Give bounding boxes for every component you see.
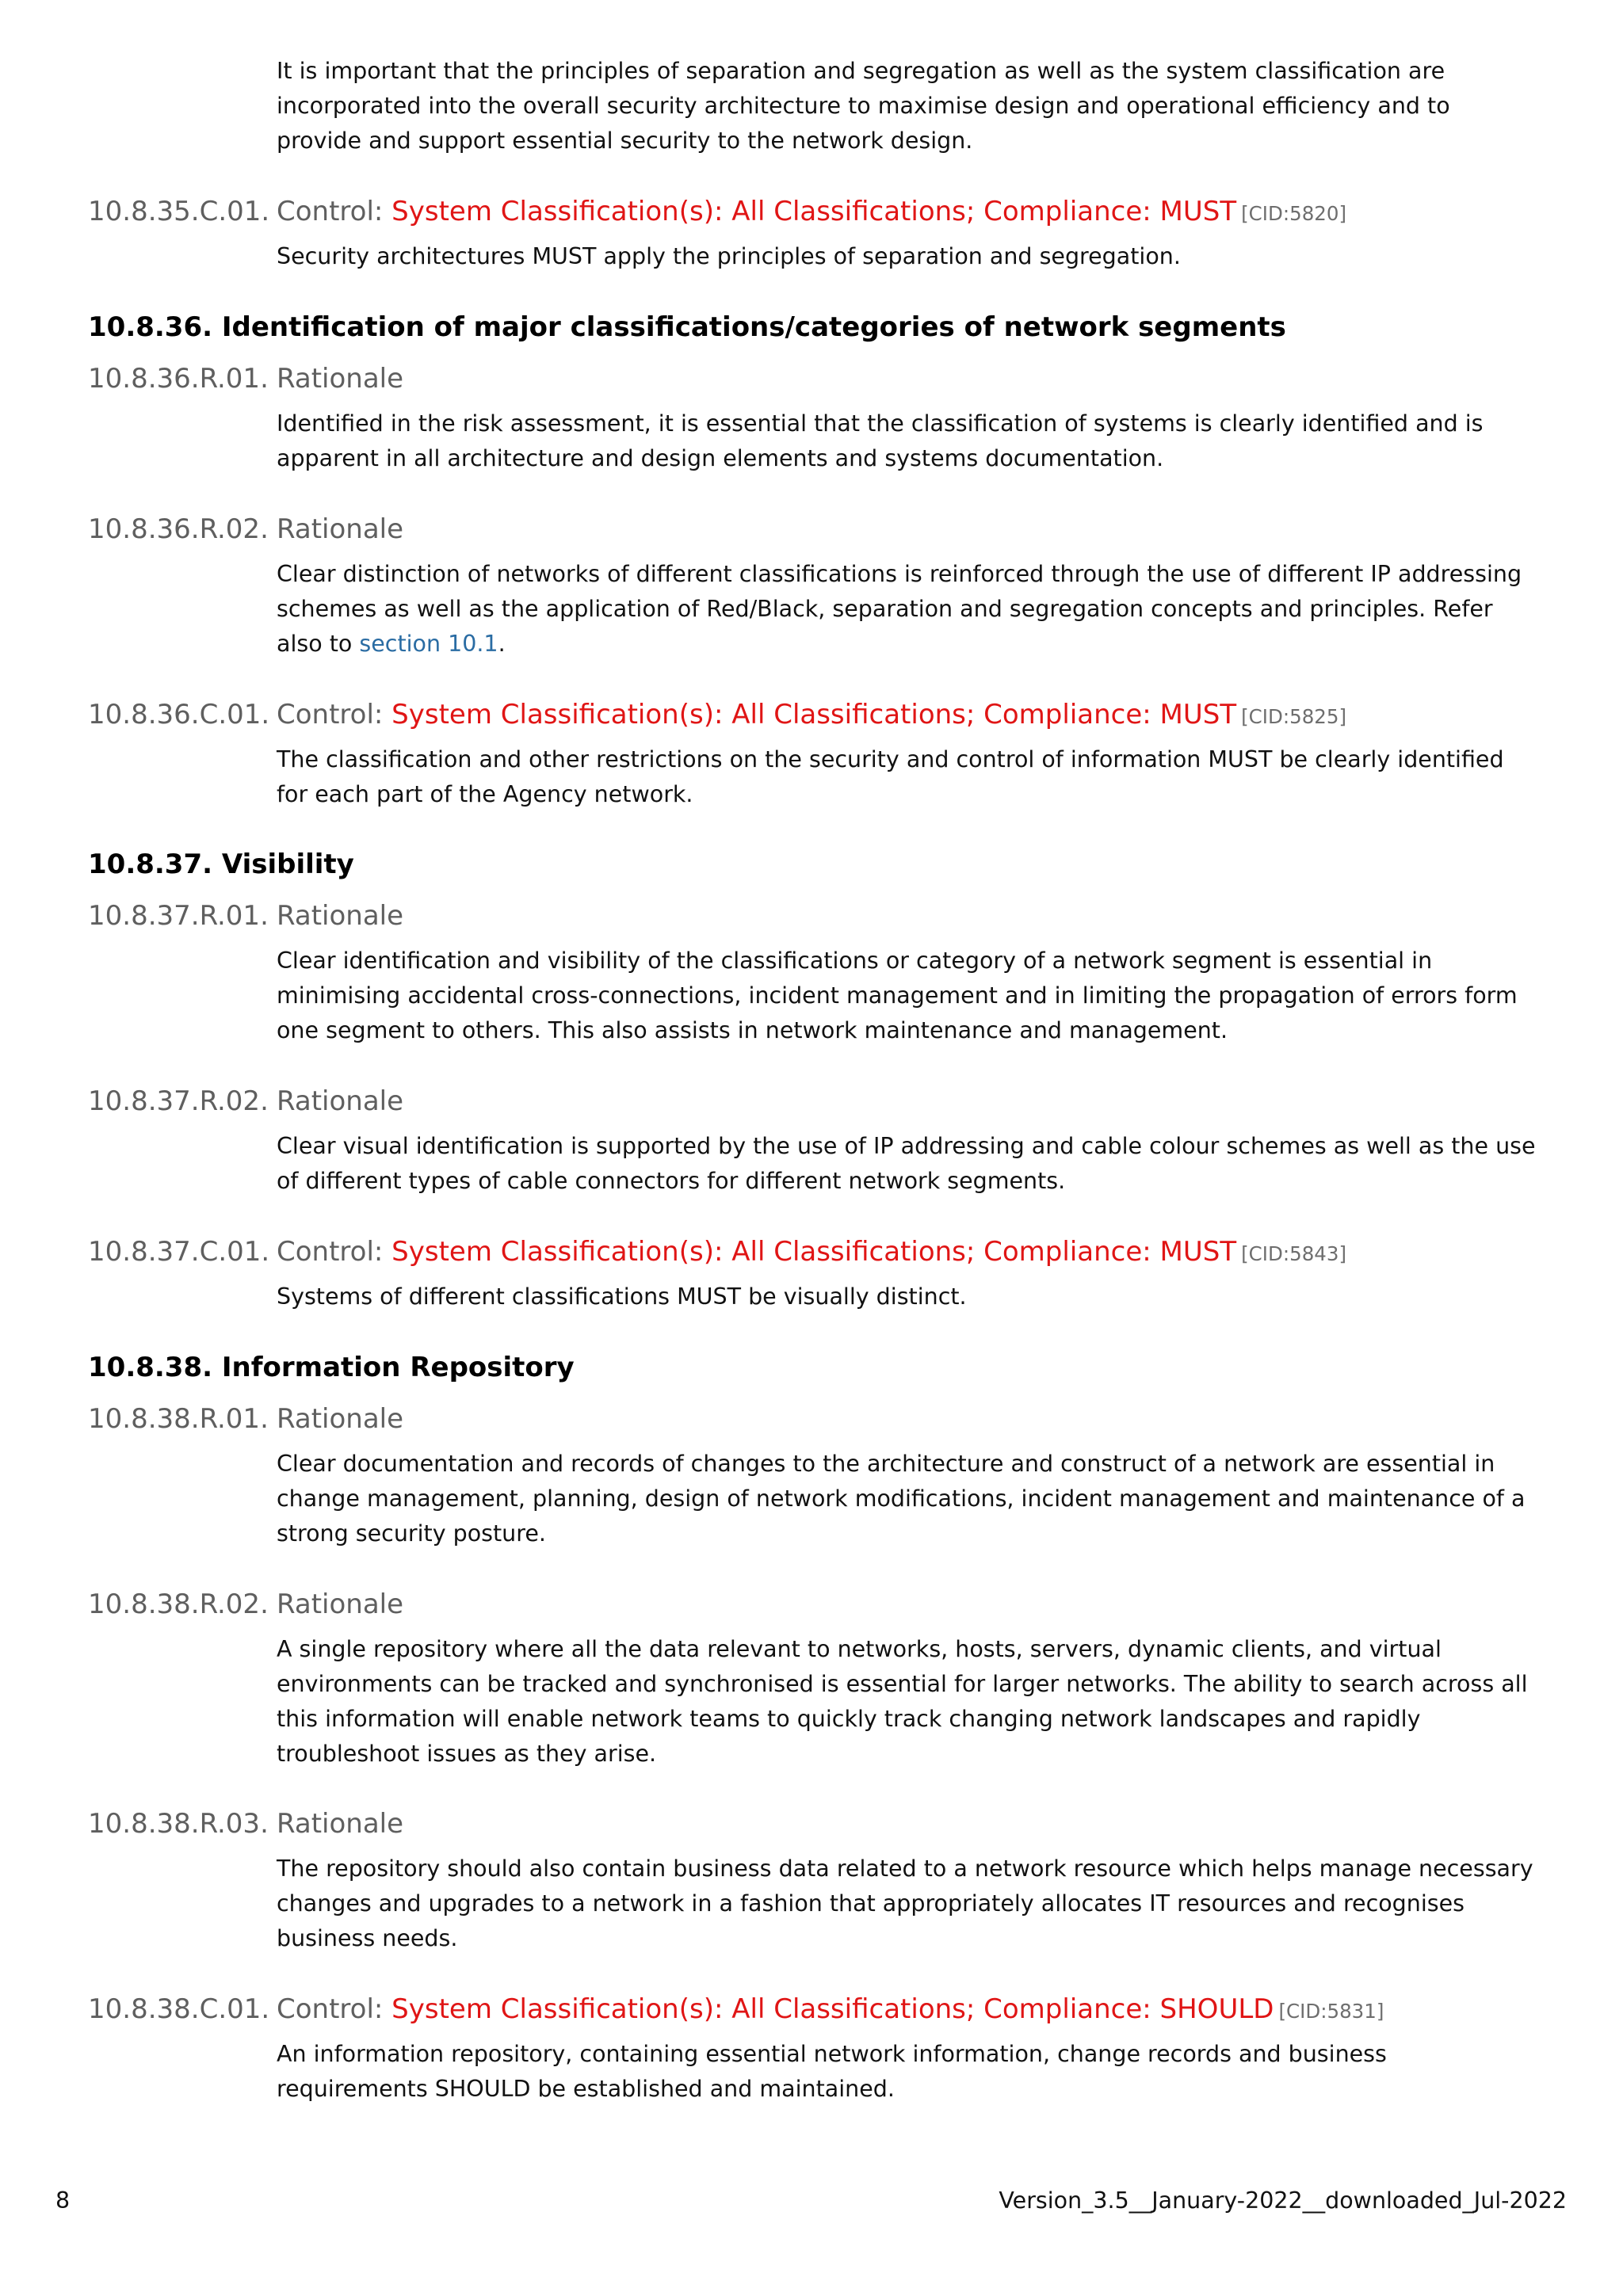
rationale-text-end: . bbox=[498, 631, 506, 657]
rationale-title: Rationale bbox=[277, 900, 404, 932]
rationale-text bbox=[277, 557, 1537, 662]
control-prefix: Control: bbox=[277, 1236, 384, 1268]
control-classification: System Classification(s): All Classifications; Compliance: SHOULD bbox=[391, 1993, 1274, 2025]
control-10-8-35-c01 bbox=[88, 194, 1594, 231]
rationale-text: A single repository where all the data relevant to networks, hosts, servers, dynamic clients, and virtual environments can be tracked and synchronised is essential for larger networks. The ability to search across all this information will enable network teams to quickly track changing network landscapes and rapidly troubleshoot issues as they arise. bbox=[277, 1636, 1528, 1767]
rationale-number: 10.8.38.R.02. bbox=[88, 1589, 269, 1620]
rationale-10-8-38-r03 bbox=[88, 1806, 1594, 1841]
control-classification: System Classification(s): All Classifications; Compliance: MUST bbox=[391, 1236, 1237, 1268]
rationale-title: Rationale bbox=[277, 1085, 404, 1117]
control-number: 10.8.36.C.01. bbox=[88, 699, 270, 730]
rationale-text: Clear identification and visibility of the classifications or category of a network segment is essential in minimising accidental cross-connections, incident management and in limiting the propagation of errors form one segment to others. This also assists in network maintenance and management. bbox=[277, 948, 1518, 1043]
control-10-8-38-c01 bbox=[88, 1992, 1594, 2029]
control-classification: System Classification(s): All Classifications; Compliance: MUST bbox=[391, 699, 1237, 730]
rationale-10-8-38-r01 bbox=[88, 1402, 1594, 1436]
rationale-text-start: Clear distinction of networks of different classifications is reinforced through the use of different IP addressing schemes as well as the application of Red/Black, separation and segregation concepts and principles. Refer also to bbox=[277, 561, 1522, 657]
control-cid: [CID:5843] bbox=[1241, 1242, 1347, 1265]
control-prefix: Control: bbox=[277, 1993, 384, 2025]
intro-paragraph: It is important that the principles of separation and segregation as well as the system classification are incorporated into the overall security architecture to maximise design and operational efficiency and to provide and support essential security to the network design. bbox=[277, 58, 1450, 154]
control-number: 10.8.37.C.01. bbox=[88, 1236, 270, 1268]
section-heading-10-8-36: 10.8.36. Identification of major classifications/categories of network segments bbox=[88, 311, 1286, 343]
rationale-title: Rationale bbox=[277, 363, 404, 395]
section-heading-10-8-38: 10.8.38. Information Repository bbox=[88, 1352, 575, 1383]
rationale-text: Identified in the risk assessment, it is essential that the classification of systems is clearly identified and is apparent in all architecture and design elements and systems documentation. bbox=[277, 410, 1484, 471]
control-number: 10.8.35.C.01. bbox=[88, 196, 270, 227]
control-text: An information repository, containing essential network information, change records and business requirements SHOULD be established and maintained. bbox=[277, 2041, 1387, 2102]
control-cid: [CID:5825] bbox=[1241, 705, 1347, 728]
rationale-number: 10.8.36.R.02. bbox=[88, 513, 269, 545]
control-classification: System Classification(s): All Classifications; Compliance: MUST bbox=[391, 196, 1237, 227]
rationale-text: Clear documentation and records of changes to the architecture and construct of a network are essential in change management, planning, design of network modifications, incident management and maintenance of a strong security posture. bbox=[277, 1451, 1526, 1547]
control-10-8-36-c01 bbox=[88, 697, 1594, 734]
control-cid: [CID:5820] bbox=[1241, 202, 1347, 225]
rationale-text: Clear visual identification is supported by the use of IP addressing and cable colour schemes as well as the use of different types of cable connectors for different network segments. bbox=[277, 1133, 1536, 1194]
rationale-10-8-36-r01 bbox=[88, 361, 1594, 396]
control-cid: [CID:5831] bbox=[1278, 2000, 1384, 2023]
rationale-title: Rationale bbox=[277, 1808, 404, 1840]
control-text: The classification and other restrictions on the security and control of information MUST be clearly identified for each part of the Agency network. bbox=[277, 746, 1504, 807]
control-text: Systems of different classifications MUST be visually distinct. bbox=[277, 1283, 967, 1310]
rationale-10-8-37-r01 bbox=[88, 898, 1594, 933]
rationale-title: Rationale bbox=[277, 1403, 404, 1435]
rationale-number: 10.8.36.R.01. bbox=[88, 363, 269, 395]
rationale-number: 10.8.38.R.03. bbox=[88, 1808, 269, 1840]
control-prefix: Control: bbox=[277, 196, 384, 227]
section-heading-10-8-37: 10.8.37. Visibility bbox=[88, 849, 354, 880]
control-number: 10.8.38.C.01. bbox=[88, 1993, 270, 2025]
rationale-10-8-38-r02 bbox=[88, 1587, 1594, 1622]
rationale-number: 10.8.37.R.02. bbox=[88, 1085, 269, 1117]
version-footer: Version_3.5__January-2022__downloaded_Jul-2022 bbox=[999, 2187, 1567, 2214]
rationale-number: 10.8.37.R.01. bbox=[88, 900, 269, 932]
page-number: 8 bbox=[55, 2187, 71, 2214]
control-text: Security architectures MUST apply the principles of separation and segregation. bbox=[277, 243, 1181, 269]
rationale-number: 10.8.38.R.01. bbox=[88, 1403, 269, 1435]
rationale-title: Rationale bbox=[277, 1589, 404, 1620]
section-link[interactable]: section 10.1 bbox=[359, 631, 498, 657]
rationale-10-8-37-r02 bbox=[88, 1084, 1594, 1119]
rationale-text: The repository should also contain business data related to a network resource which helps manage necessary changes and upgrades to a network in a fashion that appropriately allocates IT resources and recognises business needs. bbox=[277, 1855, 1533, 1951]
control-prefix: Control: bbox=[277, 699, 384, 730]
rationale-10-8-36-r02 bbox=[88, 512, 1594, 547]
rationale-title: Rationale bbox=[277, 513, 404, 545]
control-10-8-37-c01 bbox=[88, 1234, 1594, 1272]
